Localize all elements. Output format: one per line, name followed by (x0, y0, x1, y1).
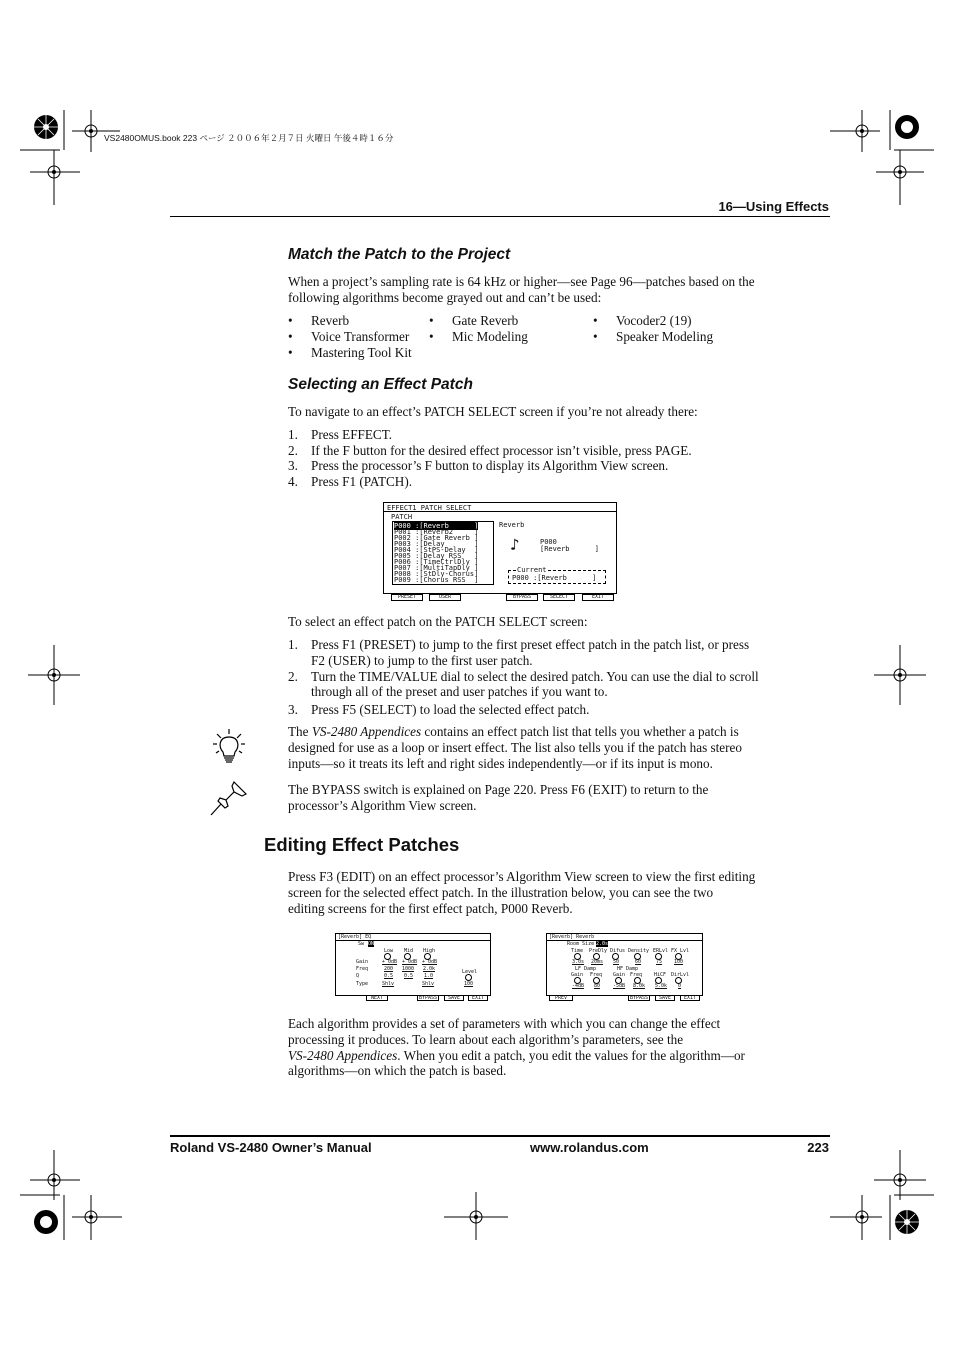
step-text: Press EFFECT. (311, 427, 393, 442)
edit-para2-line2: processing it produces. To learn about each algorithm’s parameters, see the (288, 1032, 684, 1047)
eq-row-label: Gain (356, 959, 369, 965)
eq-value[interactable]: + 0dB (382, 959, 398, 965)
tip-text: contains an effect patch list that tells you whether a patch is (421, 724, 739, 739)
eq-row-label: Type (356, 981, 369, 987)
f1-preset-button[interactable]: PRESET (391, 594, 423, 601)
edit-para1-line2: screen for the selected effect patch. In the illustration below, you can see the two (288, 885, 714, 900)
pushpin-icon (210, 780, 248, 816)
step-number: 3. (288, 458, 298, 473)
patch-list-item[interactable]: P005 :[Delay RSS ] (394, 552, 479, 560)
patch-label: PATCH (391, 513, 413, 521)
bullet-dot: • (593, 329, 598, 344)
f4-bypass-button[interactable]: BYPASS (506, 594, 538, 601)
knob-icon[interactable] (465, 974, 472, 981)
tip-text: The (288, 724, 312, 739)
bullet-item: Voice Transformer (311, 329, 410, 344)
f5-select-button[interactable]: SELECT (543, 594, 575, 601)
running-header: 16—Using Effects (718, 199, 829, 214)
patch-list-item[interactable]: P000 :[Reverb ] (394, 522, 479, 530)
match-intro-line1: When a project’s sampling rate is 64 kHz or higher—see Page 96—patches based on the (288, 274, 755, 289)
eq-bypass-button[interactable]: BYPASS (418, 995, 438, 1001)
param-value[interactable]: 8.0k (633, 983, 646, 989)
match-intro-line2: following algorithms become grayed out and can’t be used: (288, 290, 602, 305)
footer-manual-title: Roland VS-2480 Owner’s Manual (170, 1140, 372, 1155)
bullet-dot: • (429, 329, 434, 344)
eq-exit-button[interactable]: EXIT (468, 995, 488, 1001)
eq-value[interactable]: 0.5 (384, 973, 394, 979)
eq-value[interactable]: Shlv (422, 981, 435, 987)
algorithm-name: Reverb (499, 521, 525, 529)
param-value[interactable]: 75 (656, 959, 663, 965)
step-number: 3. (288, 702, 298, 717)
patch-list-item[interactable]: P009 :[Chorus RSS ] (394, 576, 479, 584)
step-number: 2. (288, 443, 298, 458)
reverb-bypass-button[interactable]: BYPASS (629, 995, 649, 1001)
current-patch-value: P000 :[Reverb ] (512, 574, 597, 582)
reverb-exit-button[interactable]: EXIT (680, 995, 700, 1001)
print-file-info: VS2480OMUS.book 223 ページ ２００６年２月７日 火曜日 午後４時１６分 (104, 133, 394, 143)
selected-patch-number: P000 (540, 538, 557, 546)
bullet-dot: • (288, 329, 293, 344)
param-value[interactable]: 100 (674, 959, 684, 965)
f6-exit-button[interactable]: EXIT (582, 594, 614, 601)
param-value[interactable]: 80 (594, 983, 601, 989)
selected-patch-name: [Reverb ] (540, 545, 600, 553)
header-rule (170, 216, 830, 217)
appendices-ref: VS-2480 Appendices (288, 1048, 398, 1063)
patch-list-item[interactable]: P008 :[StDly-Chorus] (394, 570, 479, 578)
param-label: Difus (610, 948, 626, 954)
patch-list-item[interactable]: P002 :[Gate Reverb ] (394, 534, 479, 542)
edit-para2-line4: algorithms—on which the patch is based. (288, 1063, 507, 1078)
param-label: Gain (571, 972, 584, 978)
eq-value[interactable]: 200 (384, 966, 394, 972)
step-text: Turn the TIME/VALUE dial to select the desired patch. You can use the dial to scroll (311, 669, 759, 684)
param-label: Gain (613, 972, 626, 978)
eq-row-label: Freq (356, 966, 369, 972)
bullet-dot: • (429, 313, 434, 328)
eq-switch-value[interactable]: ON (368, 941, 375, 947)
step-number: 2. (288, 669, 298, 684)
step-text: Press F1 (PRESET) to jump to the first preset effect patch in the patch list, or press (311, 637, 750, 652)
eq-save-button[interactable]: SAVE (444, 995, 464, 1001)
param-value[interactable]: -4dB (572, 983, 585, 989)
room-size-value[interactable]: 2.0s (596, 941, 609, 947)
bullet-dot: • (288, 313, 293, 328)
note-line1: The BYPASS switch is explained on Page 220. Press F6 (EXIT) to return to the (288, 782, 709, 797)
bullet-item: Vocoder2 (19) (616, 313, 692, 328)
bullet-item: Mic Modeling (452, 329, 528, 344)
param-label: Density (628, 948, 650, 954)
eq-value[interactable]: 0.5 (404, 973, 414, 979)
heading-match-patch: Match the Patch to the Project (288, 246, 511, 263)
param-label: DirLvl (671, 972, 690, 978)
footer-rule (170, 1135, 830, 1137)
page-number: 223 (807, 1140, 829, 1155)
step-text: If the F button for the desired effect processor isn’t visible, press PAGE. (311, 443, 692, 458)
param-label: ERLvl (653, 948, 669, 954)
patch-list-item[interactable]: P001 :[Reverb2 ] (394, 528, 479, 536)
step-number: 1. (288, 637, 298, 652)
select-outro: To select an effect patch on the PATCH SELECT screen: (288, 614, 588, 629)
step-number: 1. (288, 427, 298, 442)
param-label: Time (571, 948, 584, 954)
select-intro: To navigate to an effect’s PATCH SELECT screen if you’re not already there: (288, 404, 698, 419)
param-label: Freq (630, 972, 643, 978)
reverb-edit-screen (546, 933, 703, 996)
eq-col-header: Low (384, 948, 394, 954)
eq-value[interactable]: 1.0 (424, 973, 434, 979)
patch-select-screen (383, 502, 617, 594)
param-value[interactable]: 5.0k (655, 983, 668, 989)
step-number: 4. (288, 474, 298, 489)
level-value[interactable]: 100 (464, 981, 474, 987)
param-label: FX Lvl (671, 948, 690, 954)
footer-url[interactable]: www.rolandus.com (530, 1140, 649, 1155)
screen-title: EFFECT1 PATCH SELECT (387, 504, 472, 512)
eq-next-button[interactable]: NEXT (366, 995, 388, 1001)
tip-line3: inputs—so it treats its left and right sides independently—or if its input is mono. (288, 756, 713, 771)
patch-list-item[interactable]: P003 :[Delay ] (394, 540, 479, 548)
tip-line1 (288, 724, 739, 740)
bullet-dot: • (593, 313, 598, 328)
eq-switch-label: Sw (358, 941, 365, 947)
param-value[interactable]: 50 (613, 959, 620, 965)
music-note-icon: ♪ (510, 535, 520, 554)
step-text: F2 (USER) to jump to the first user patch. (311, 653, 533, 668)
edit-para1-line3: editing screens for the first effect patch, P000 Reverb. (288, 901, 573, 916)
patch-list-item[interactable]: P006 :[TimeCtrlDly ] (394, 558, 479, 566)
screen-title-rule (384, 511, 616, 512)
eq-value[interactable]: + 0dB (402, 959, 418, 965)
eq-col-header: High (423, 948, 436, 954)
appendices-ref: VS-2480 Appendices (311, 724, 422, 739)
bullet-item: Gate Reverb (452, 313, 519, 328)
patch-list (392, 521, 494, 585)
patch-list-item[interactable]: P007 :[MultiTapDly ] (394, 564, 479, 572)
room-size-label: Room Size (567, 941, 595, 947)
bullet-item: Speaker Modeling (616, 329, 714, 344)
param-value[interactable]: 20ms (591, 959, 604, 965)
step-text: Press the processor’s F button to display its Algorithm View screen. (311, 458, 669, 473)
edit-para2-text: . When you edit a patch, you edit the values for the algorithm—or (397, 1048, 745, 1063)
edit-para1-line1: Press F3 (EDIT) on an effect processor’s Algorithm View screen to view the first editing (288, 869, 756, 884)
tip-line2: designed for use as a loop or insert effect. The list also tells you if the patch has stereo (288, 740, 742, 755)
eq-value[interactable]: Shlv (382, 981, 395, 987)
heading-select-patch: Selecting an Effect Patch (288, 376, 473, 393)
eq-row-label: Q (356, 973, 360, 979)
bullet-item: Mastering Tool Kit (311, 345, 412, 360)
level-label: Level (462, 969, 478, 975)
reverb-save-button[interactable]: SAVE (655, 995, 675, 1001)
param-value[interactable]: -5dB (613, 983, 626, 989)
heading-editing-patches: Editing Effect Patches (264, 834, 460, 855)
f2-user-button[interactable]: USER (429, 594, 461, 601)
lf-damp-group: LF Damp (575, 966, 597, 972)
step-text: Press F5 (SELECT) to load the selected effect patch. (311, 702, 590, 717)
eq-value[interactable]: 2.0k (423, 966, 436, 972)
edit-para2-line1: Each algorithm provides a set of parameters with which you can change the effect (288, 1016, 721, 1031)
screen-title: [Reverb] EQ (338, 934, 372, 940)
eq-edit-screen (335, 933, 491, 996)
param-value[interactable]: 0 (678, 983, 682, 989)
bullet-dot: • (288, 345, 293, 360)
param-value[interactable]: 60 (635, 959, 642, 965)
note-line2: processor’s Algorithm View screen. (288, 798, 477, 813)
param-label: PreDly (589, 948, 608, 954)
lightbulb-icon (212, 728, 246, 766)
param-value[interactable]: 3.0s (572, 959, 585, 965)
patch-list-item[interactable]: P004 :[StPS-Delay ] (394, 546, 479, 554)
step-text: through all of the preset and user patches if you want to. (311, 684, 608, 699)
reverb-prev-button[interactable]: PREV (549, 995, 573, 1001)
bullet-item: Reverb (311, 313, 350, 328)
param-label: Freq (590, 972, 603, 978)
eq-value[interactable]: 1000 (402, 966, 415, 972)
param-label: HiCF (654, 972, 667, 978)
screen-title: [Reverb] Reverb (549, 934, 595, 940)
eq-col-header: Mid (404, 948, 414, 954)
eq-value[interactable]: + 0dB (422, 959, 438, 965)
step-text: Press F1 (PATCH). (311, 474, 413, 489)
current-label: Current (517, 566, 547, 574)
hf-damp-group: HF Damp (617, 966, 639, 972)
edit-para2-line3 (288, 1048, 745, 1064)
